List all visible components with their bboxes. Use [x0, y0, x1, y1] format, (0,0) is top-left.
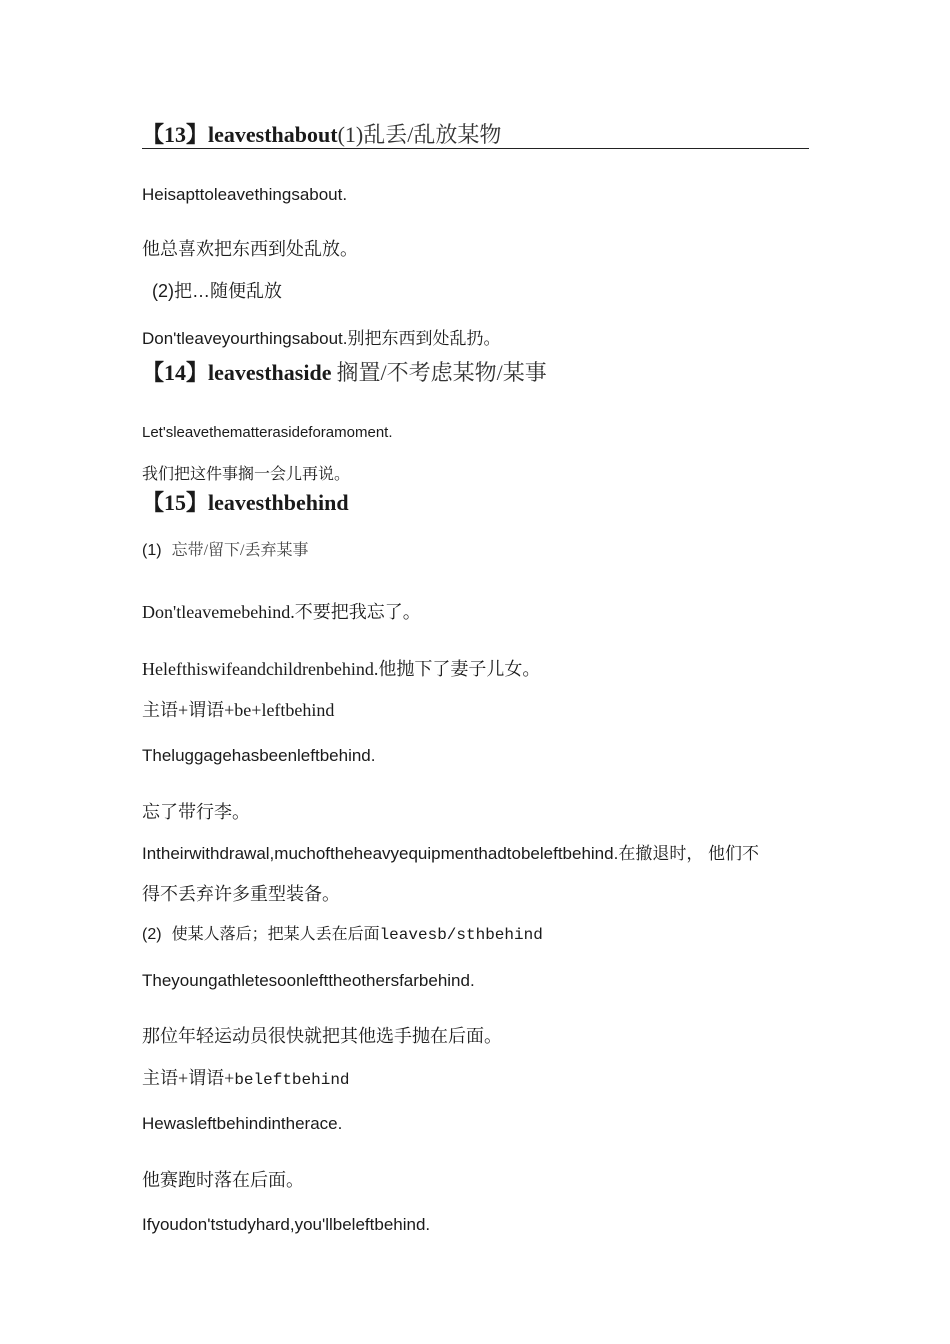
s15-pattern2 — [142, 1068, 350, 1090]
s15-ex5-cn: 那位年轻运动员很快就把其他选手抛在后面。 — [142, 1026, 502, 1046]
section-13-heading — [142, 122, 501, 148]
s15-sense2-text: 使某人落后；把某人丢在后面 — [171, 926, 380, 943]
section-14-heading — [142, 360, 547, 386]
section-13-meaning: (1)乱丢/乱放某物 — [337, 122, 502, 147]
s15-pattern1: 主语+谓语+be+leftbehind — [142, 700, 335, 720]
s15-ex7-en: Ifyoudon'tstudyhard,you'llbeleftbehind. — [142, 1215, 431, 1234]
section-13-phrase: leavesthabout — [208, 122, 338, 147]
s15-ex5-en: Theyoungathletesoonlefttheothersfarbehind. — [142, 971, 475, 990]
s15-ex3-en: Theluggagehasbeenleftbehind. — [142, 746, 376, 765]
section-15-phrase: leavesthbehind — [208, 490, 349, 515]
s15-ex6-en: Hewasleftbehindintherace. — [142, 1114, 343, 1133]
s13-sense2: (2)把…随便乱放 — [152, 281, 282, 301]
section-13-number: 【13】 — [142, 122, 209, 147]
s15-ex4-line2: 得不丢弃许多重型装备。 — [142, 884, 340, 904]
s15-pattern2-cn: 主语+谓语+ — [142, 1068, 235, 1088]
section-14-number: 【14】 — [142, 360, 209, 385]
s15-ex3-cn: 忘了带行李。 — [142, 802, 250, 822]
s15-sense1-number: (1) — [142, 542, 162, 559]
s14-example1-en: Let'sleavethematterasideforamoment. — [142, 424, 393, 441]
section-14-meaning: 搁置/不考虑某物/某事 — [336, 360, 547, 385]
s15-sense2-number: (2) — [142, 926, 162, 943]
s15-ex6-cn: 他赛跑时落在后面。 — [142, 1170, 304, 1190]
section-14-phrase: leavesthaside — [208, 360, 332, 385]
s15-ex2: Helefthiswifeandchildrenbehind.他抛下了妻子儿女。 — [142, 659, 541, 679]
heading-underline — [142, 148, 809, 149]
section-15-heading — [142, 490, 349, 516]
s14-example1-cn: 我们把这件事搁一会儿再说。 — [142, 466, 351, 483]
s13-example1-en: Heisapttoleavethingsabout. — [142, 185, 348, 204]
s15-sense2 — [142, 925, 543, 945]
section-15-number: 【15】 — [142, 490, 209, 515]
s15-sense1-text: 忘带/留下/丢弃某事 — [171, 542, 309, 559]
s15-ex4-line1: Intheirwithdrawal,muchoftheheavyequipmenthadtobeleftbehind.在撤退时， 他们不 — [142, 844, 760, 863]
s13-example2: Don'tleaveyourthingsabout.别把东西到处乱扔。 — [142, 329, 501, 348]
s15-sense2-phrase: leavesb/sthbehind — [379, 926, 543, 944]
s15-pattern2-en: beleftbehind — [234, 1071, 350, 1089]
s13-example1-cn: 他总喜欢把东西到处乱放。 — [142, 239, 358, 259]
s15-sense1 — [142, 541, 308, 560]
s15-ex1: Don'tleavemebehind.不要把我忘了。 — [142, 602, 421, 622]
